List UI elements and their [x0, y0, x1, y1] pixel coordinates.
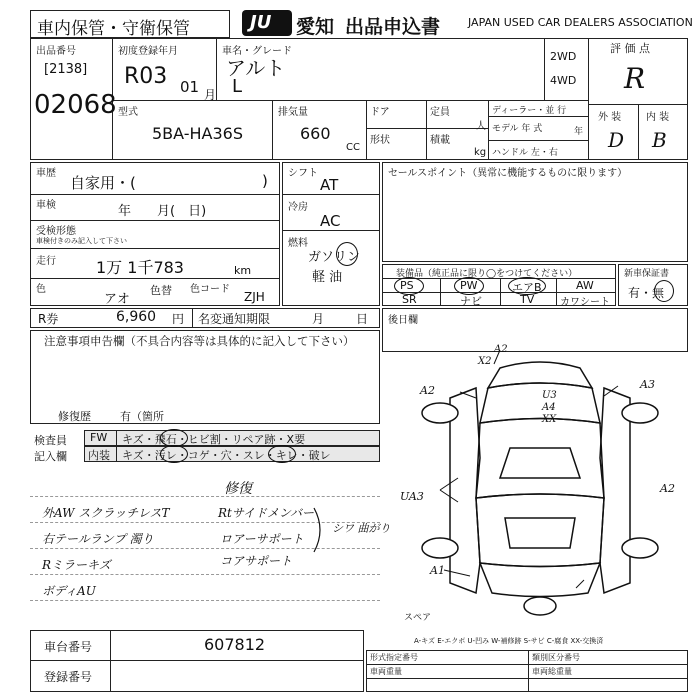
shift-value: AT [320, 176, 339, 194]
vehicle-weight-label: 車両重量 [370, 667, 402, 676]
capacity-label: 定員 [430, 107, 450, 118]
repair-history-label: 修復歴 [58, 410, 91, 423]
notice-day: 日 [356, 312, 369, 326]
damage-legend: A-キズ E-エクボ U-凹み W-補修跡 S-サビ C-腐食 XX-交換済 [414, 637, 604, 645]
mark-x2-front: X2 [478, 356, 492, 367]
chassis-number: 607812 [204, 635, 266, 654]
mark-a2-front: A2 [494, 344, 508, 355]
lot-sub-number: [2138] [44, 62, 88, 77]
shift-label: シフト [288, 168, 318, 179]
history-value: 自家用・( [70, 174, 136, 192]
mark-u3-roof: U3 [542, 390, 557, 401]
door-label: ドア [370, 107, 390, 118]
interior-items: キズ・汚レ・コゲ・穴・スレ・キレ・破レ [122, 449, 331, 462]
interior-circle-dirt [160, 445, 188, 463]
color-code-label: 色コード [190, 284, 230, 295]
ju-logo-text: JU [250, 12, 272, 33]
lot-number: 02068 [34, 90, 117, 120]
inspection-label: 車検 [36, 200, 56, 211]
registration-month-unit: 月 [204, 88, 217, 102]
acceptance-note: 車検付きのみ記入して下さい [36, 237, 127, 245]
inspector-label-1: 検査員 [34, 434, 67, 447]
tax-unit: 円 [172, 312, 185, 326]
sales-point-label: セールスポイント（異常に機能するものに限ります） [388, 168, 628, 179]
category-number-label: 類別区分番号 [532, 653, 580, 662]
note-right-1: Rtサイドメンバー [218, 506, 315, 520]
color-label: 色 [36, 284, 46, 295]
displacement-label: 排気量 [278, 107, 308, 118]
note-right-2: ロアーサポート [220, 532, 304, 546]
notice-month: 月 [312, 312, 325, 326]
fuel-selected-circle [336, 242, 358, 266]
mark-a4-roof: A4 [542, 402, 556, 413]
model-code: 5BA-HA36S [152, 124, 244, 143]
dealer-import: ディーラー・並 行 [492, 106, 567, 116]
ac-value: AC [320, 212, 341, 230]
load-label: 積載 [430, 135, 450, 146]
mileage-value: 1万 1千783 [96, 258, 184, 277]
inspector-label-2: 記入欄 [34, 450, 67, 463]
tax-label: R券 [38, 312, 59, 326]
equip-leather-seat: カワシート [560, 297, 610, 308]
equip-sr: SR [402, 293, 417, 306]
note-left-1: 外AW スクラッチレスT [42, 506, 170, 520]
fw-items: キズ・飛石・ヒビ割・リペア跡・X要 [122, 433, 306, 446]
spare-label: スペア [404, 613, 432, 623]
tax-value: 6,960 [116, 309, 157, 325]
acceptance-label: 受検形態 [36, 226, 76, 237]
color-value: アオ [104, 292, 130, 307]
warranty-circle [654, 280, 674, 302]
mark-a1-rear: A1 [430, 564, 445, 577]
history-label: 車歴 [36, 168, 56, 179]
history-close: ) [262, 172, 268, 190]
repair-history-value: 有（箇所 [120, 410, 164, 423]
equip-circle-ps [394, 277, 424, 295]
sheet-title: 出品申込書 [345, 16, 441, 38]
note-bend: シワ 曲がり [332, 522, 391, 535]
warranty-options: 有・無 [628, 286, 665, 300]
equip-navi: ナビ [460, 295, 482, 308]
fw-label: FW [90, 431, 108, 444]
storage-title: 車内保管・守衛保管 [37, 19, 190, 39]
interior-label: 内 装 [646, 112, 670, 123]
inspection-date: 年 月( 日) [118, 204, 207, 219]
rear-date-box [382, 308, 688, 352]
exterior-label: 外 装 [598, 112, 622, 123]
mark-a2-right: A2 [660, 482, 675, 495]
interior-row-label: 内装 [88, 449, 110, 462]
equip-circle-pw [454, 277, 484, 295]
fourwd-label: 4WD [550, 74, 577, 87]
grade-value: R [624, 62, 646, 95]
mileage-label: 走行 [36, 256, 56, 267]
equip-ps: PS [400, 279, 414, 292]
car-diagram [410, 348, 670, 618]
mark-a2-left: A2 [420, 384, 435, 397]
color-code: ZJH [244, 290, 265, 304]
car-name-label: 車名・グレード [222, 46, 292, 57]
notice-label: 名変通知期限 [198, 312, 271, 326]
note-left-3: Rミラーキズ [42, 558, 111, 572]
total-weight-label: 車両総重量 [532, 667, 572, 676]
registration-era-year: R03 [124, 64, 168, 89]
ac-label: 冷房 [288, 202, 308, 213]
registration-label: 初度登録年月 [118, 46, 178, 57]
shape-label: 形状 [370, 135, 390, 146]
fuel-label: 燃料 [288, 238, 308, 249]
car-name: アルト [226, 56, 286, 80]
person-unit: 人 [476, 121, 486, 132]
notes-label: 注意事項申告欄（不具合内容等は具体的に記入して下さい） [44, 334, 355, 348]
model-year: モデル 年 式 [492, 124, 543, 134]
equip-airbag: エアB [512, 281, 542, 294]
association-english: JAPAN USED CAR DEALERS ASSOCIATION [468, 16, 693, 29]
spec-number-label: 形式指定番号 [370, 653, 418, 662]
lot-label: 出品番号 [36, 46, 76, 57]
association-name: 愛知 [296, 16, 335, 38]
cc-unit: CC [346, 142, 360, 153]
chassis-label: 車台番号 [44, 640, 93, 654]
mark-a3-right: A3 [640, 378, 655, 391]
fuel-diesel: 軽 油 [312, 270, 343, 285]
interior-value: B [652, 128, 667, 152]
model-label: 型式 [118, 107, 138, 118]
mark-ua3-left: UA3 [400, 490, 424, 503]
note-left-4: ボディAU [42, 584, 96, 598]
exterior-value: D [608, 128, 625, 152]
repair-title: 修復 [224, 481, 252, 497]
displacement: 660 [300, 124, 331, 143]
color-change-label: 色替 [150, 284, 172, 297]
bracket-mark [310, 506, 330, 556]
rear-date-label: 後日欄 [388, 315, 418, 326]
equip-pw: PW [460, 279, 478, 292]
equipment-label: 装備品（純正品に限り◯をつけてください） [396, 269, 578, 279]
storage-title-box [30, 10, 230, 38]
fuel-gasoline: ガソリン [308, 250, 361, 265]
note-left-2: 右テールランプ 濁り [42, 532, 154, 546]
warranty-label: 新車保証書 [624, 269, 670, 279]
ju-logo [242, 10, 292, 36]
year-unit: 年 [574, 127, 584, 137]
registration-month: 01 [180, 78, 200, 96]
twowd-label: 2WD [550, 50, 577, 63]
equip-tv: TV [520, 293, 535, 306]
equip-circle-airbag [508, 277, 546, 295]
kg-unit: kg [474, 147, 487, 158]
handle-label: ハンドル 左・右 [492, 148, 558, 158]
car-grade: L [232, 76, 243, 97]
plate-label: 登録番号 [44, 670, 93, 684]
mark-xx-roof: XX [542, 414, 557, 425]
grade-label: 評 価 点 [610, 42, 650, 55]
equip-aw: AW [576, 279, 594, 292]
note-right-3: コアサポート [220, 554, 293, 568]
km-unit: km [234, 264, 252, 277]
interior-circle-wear [268, 445, 296, 463]
